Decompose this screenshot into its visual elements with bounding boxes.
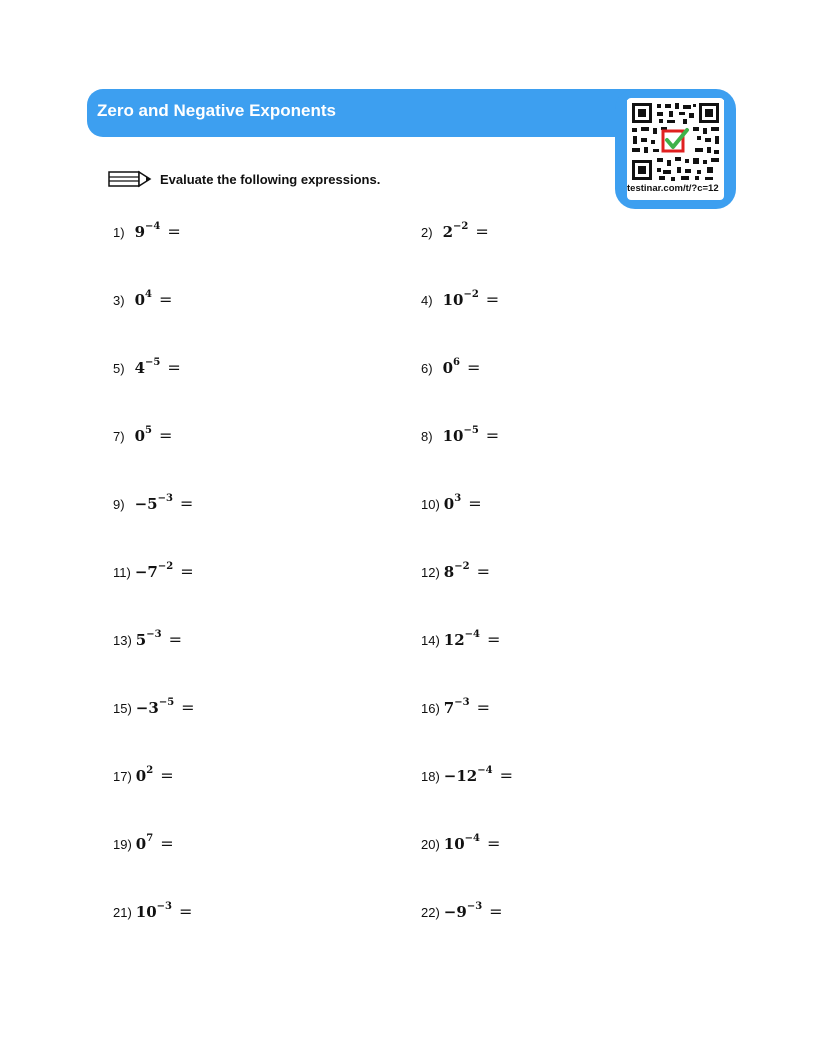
problem-number: 13)	[113, 633, 132, 648]
problem-number: 14)	[421, 633, 440, 648]
problem-number: 7)	[113, 429, 125, 444]
problem-number: 20)	[421, 837, 440, 852]
equals-sign: =	[180, 562, 194, 581]
expression-base: 0	[134, 291, 145, 309]
problem-item	[113, 698, 195, 717]
problem-number: 9)	[113, 497, 125, 512]
expression-exponent: −4	[145, 221, 161, 232]
qr-code-icon	[627, 100, 724, 184]
expression-exponent: 6	[453, 357, 460, 368]
expression-exponent: −5	[145, 357, 161, 368]
expression-exponent: −3	[454, 697, 470, 708]
problem-number: 22)	[421, 905, 440, 920]
problem-item	[421, 630, 500, 649]
expression-base: 7	[147, 563, 158, 581]
problem-item	[113, 222, 181, 241]
problem-expression	[443, 291, 479, 309]
problem-item	[113, 902, 192, 921]
equals-sign: =	[168, 630, 182, 649]
problem-number: 2)	[421, 225, 433, 240]
equals-sign: =	[487, 834, 501, 853]
problem-expression	[135, 291, 152, 309]
equals-sign: =	[179, 494, 194, 513]
expression-base: 4	[134, 359, 145, 377]
problem-expression	[136, 631, 162, 649]
expression-exponent: −3	[146, 629, 162, 640]
equals-sign: =	[485, 290, 500, 309]
expression-exponent: −2	[157, 561, 174, 572]
problem-expression	[135, 495, 173, 513]
expression-exponent: −3	[156, 901, 173, 912]
problem-expression	[136, 903, 172, 921]
equals-sign: =	[468, 494, 482, 513]
expression-exponent: −5	[158, 697, 175, 708]
equals-sign: =	[487, 630, 501, 649]
expression-sign: −	[443, 903, 457, 921]
problem-item	[421, 902, 503, 921]
problem-expression	[444, 563, 470, 581]
expression-exponent: −2	[453, 221, 469, 232]
page-title: Zero and Negative Exponents	[97, 101, 336, 120]
expression-sign: −	[134, 563, 148, 581]
worksheet-header	[87, 89, 707, 137]
problem-expression	[443, 359, 460, 377]
expression-base: 10	[135, 903, 157, 921]
problem-item	[421, 494, 482, 513]
problem-expression	[135, 563, 173, 581]
expression-base: 2	[442, 223, 453, 241]
problem-item	[421, 290, 499, 309]
expression-base: 10	[443, 835, 465, 853]
problem-item	[113, 494, 193, 513]
problem-expression	[136, 767, 153, 785]
expression-base: 10	[442, 427, 464, 445]
problem-expression	[135, 427, 152, 445]
problem-item	[421, 698, 490, 717]
expression-base: 0	[135, 767, 147, 785]
problem-number: 17)	[113, 769, 132, 784]
problem-expression	[444, 699, 470, 717]
equals-sign: =	[476, 698, 490, 717]
problem-item	[113, 426, 172, 445]
expression-exponent: −2	[463, 289, 479, 300]
expression-base: 9	[134, 223, 145, 241]
problem-item	[113, 766, 174, 785]
expression-exponent: −4	[477, 765, 493, 776]
problem-number: 3)	[113, 293, 125, 308]
expression-base: 12	[456, 767, 478, 785]
problem-expression	[444, 631, 480, 649]
problem-expression	[443, 223, 469, 241]
equals-sign: =	[466, 358, 481, 377]
problem-number: 16)	[421, 701, 440, 716]
expression-exponent: −3	[466, 901, 483, 912]
problem-expression	[444, 835, 480, 853]
expression-sign: −	[135, 699, 149, 717]
problem-expression	[135, 223, 161, 241]
problem-item	[421, 562, 490, 581]
expression-exponent: 2	[146, 765, 154, 776]
problem-number: 18)	[421, 769, 440, 784]
expression-base: 0	[135, 835, 147, 853]
problem-number: 6)	[421, 361, 433, 376]
expression-base: 0	[443, 495, 455, 513]
expression-base: 9	[456, 903, 467, 921]
expression-base: 12	[443, 631, 465, 649]
problem-number: 21)	[113, 905, 132, 920]
problem-item	[113, 358, 181, 377]
problem-number: 11)	[113, 565, 131, 580]
equals-sign: =	[485, 426, 500, 445]
problem-item	[421, 834, 500, 853]
equals-sign: =	[160, 834, 174, 853]
pencil-icon	[108, 168, 152, 190]
problem-number: 12)	[421, 565, 440, 580]
problem-number: 4)	[421, 293, 433, 308]
expression-exponent: 3	[454, 493, 462, 504]
problem-number: 10)	[421, 497, 440, 512]
expression-exponent: −4	[464, 833, 481, 844]
equals-sign: =	[158, 426, 173, 445]
problem-number: 1)	[113, 225, 125, 240]
equals-sign: =	[499, 766, 513, 785]
expression-base: 7	[443, 699, 455, 717]
problem-expression	[135, 359, 161, 377]
expression-exponent: −5	[463, 425, 479, 436]
problem-number: 5)	[113, 361, 125, 376]
problem-item	[113, 834, 174, 853]
problem-expression	[136, 699, 174, 717]
equals-sign: =	[167, 358, 181, 377]
expression-base: 5	[135, 631, 147, 649]
expression-exponent: −3	[157, 493, 173, 504]
expression-base: 5	[147, 495, 158, 513]
expression-sign: −	[134, 495, 148, 513]
expression-exponent: −2	[454, 561, 470, 572]
problem-item	[113, 290, 172, 309]
problem-number: 15)	[113, 701, 132, 716]
instruction	[108, 168, 380, 190]
problem-item	[421, 766, 513, 785]
expression-sign: −	[443, 767, 457, 785]
problem-item	[113, 562, 194, 581]
equals-sign: =	[475, 222, 489, 241]
problem-item	[421, 358, 480, 377]
problem-expression	[444, 767, 493, 785]
equals-sign: =	[476, 562, 490, 581]
problem-expression	[444, 495, 461, 513]
expression-exponent: 7	[146, 833, 154, 844]
expression-base: 0	[442, 359, 453, 377]
problem-item	[421, 426, 499, 445]
equals-sign: =	[181, 698, 195, 717]
expression-exponent: 5	[145, 425, 152, 436]
problem-number: 19)	[113, 837, 132, 852]
equals-sign: =	[167, 222, 181, 241]
expression-base: 10	[442, 291, 464, 309]
problem-number: 8)	[421, 429, 433, 444]
expression-exponent: −4	[464, 629, 481, 640]
equals-sign: =	[160, 766, 174, 785]
instruction-text: Evaluate the following expressions.	[160, 171, 381, 187]
expression-base: 0	[134, 427, 145, 445]
problem-expression	[136, 835, 153, 853]
problem-expression	[443, 427, 479, 445]
qr-code-card	[627, 98, 724, 200]
problem-item	[113, 630, 182, 649]
equals-sign: =	[158, 290, 173, 309]
expression-base: 3	[148, 699, 159, 717]
qr-code-panel	[615, 89, 736, 209]
qr-url-label: testinar.com/t/?c=12	[627, 183, 719, 194]
expression-exponent: 4	[145, 289, 152, 300]
expression-base: 8	[443, 563, 455, 581]
equals-sign: =	[489, 902, 503, 921]
problem-item	[421, 222, 489, 241]
equals-sign: =	[179, 902, 193, 921]
problem-expression	[444, 903, 482, 921]
